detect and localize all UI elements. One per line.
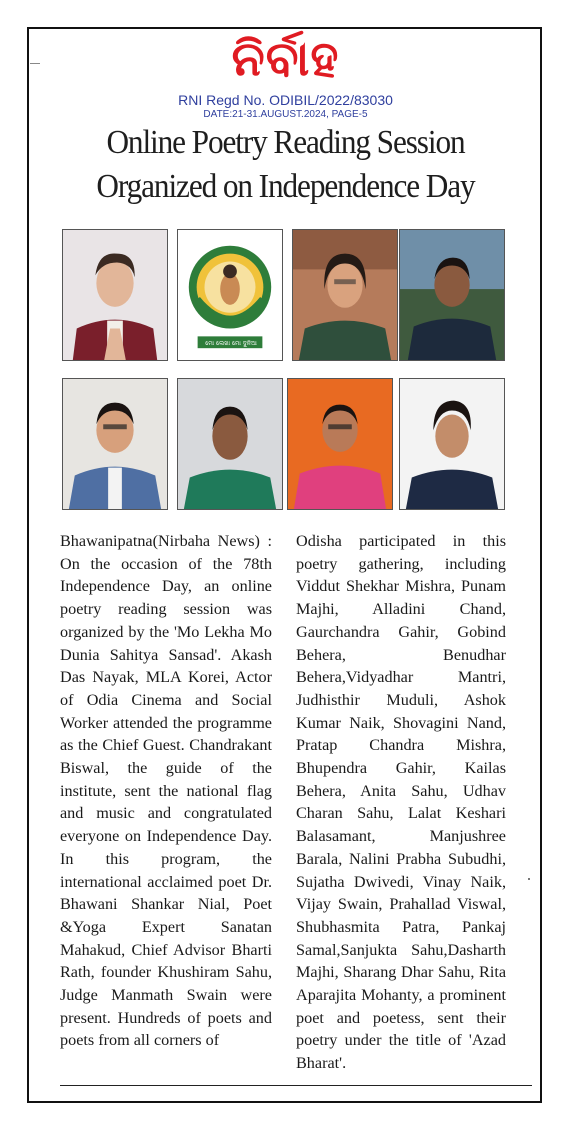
photo-man-green-shirt <box>177 378 283 510</box>
article-column-2: Odisha participated in this poetry gathering, including Viddut Shekhar Mishra, Punam Majhi, Alladini Chand, Gaurchandra Gahir, Gobind Behera, Benudhar Behera,Vidyadhar Mantri, Judhisthir Muduli, Ashok Kumar Naik, Shovagini Nand, Pratap Chandra Mishra, Bhupendra Gahir, Kailas Behera, Anita Sahu, Udhav Charan Sahu, Lalat Keshari Balasamant, Manjushree Barala, Nalini Prabha Subudhi, Sujatha Dwivedi, Vinay Naik, Vijay Swain, Prahallad Viswal, Shubhasmita Patra, Pankaj Samal,Sanjukta Sahu,Dasharth Majhi, Sharang Dhar Sahu, Rita Aparajita Mohanty, a prominent poet and poetess, sent their poetry under the title of 'Azad Bharat'. <box>296 532 506 1073</box>
margin-dot <box>528 878 530 880</box>
photo-man-jacket <box>62 378 168 510</box>
rni-number: RNI Regd No. ODIBIL/2022/83030 <box>178 92 393 108</box>
bottom-rule <box>60 1085 532 1086</box>
logo-caption: ମୋ ଲେଖା ମୋ ଦୁନିଆ <box>205 340 257 347</box>
logo-saraswati <box>177 229 283 361</box>
masthead-logo <box>0 30 571 88</box>
photo-man-outdoor <box>399 229 505 361</box>
photo-woman <box>292 229 398 361</box>
article-column-1: Bhawanipatna(Nirbaha News) : On the occasion of the 78th Independence Day, an online poetry reading session was organized by the 'Mo Lekha Mo Dunia Sahitya Sansad'. Akash Das Nayak, MLA Korei, Actor of Odia Cinema and Social Worker attended the programme as the Chief Guest. Chandrakant Biswal, the guide of the institute, sent the national flag and music and congratulated everyone on Independence Day. In this program, the international acclaimed poet Dr. Bhawani Shankar Nial, Poet &Yoga Expert Sanatan Mahakud, Chief Advisor Bharti Rath, founder Khushiram Sahu, Judge Manmath Swain were present. Hundreds of poets and poets from all corners of <box>60 532 272 1050</box>
issue-date: DATE:21-31.AUGUST.2024, PAGE-5 <box>203 109 368 120</box>
headline-line-1: Online Poetry Reading Session <box>106 124 465 161</box>
masthead-title: ନିର୍ବାହ <box>231 31 340 87</box>
headline-line-2: Organized on Independence Day <box>96 168 475 205</box>
photo-young-man <box>399 378 505 510</box>
photo-man-namaste <box>62 229 168 361</box>
photo-man-pink-shirt <box>287 378 393 510</box>
